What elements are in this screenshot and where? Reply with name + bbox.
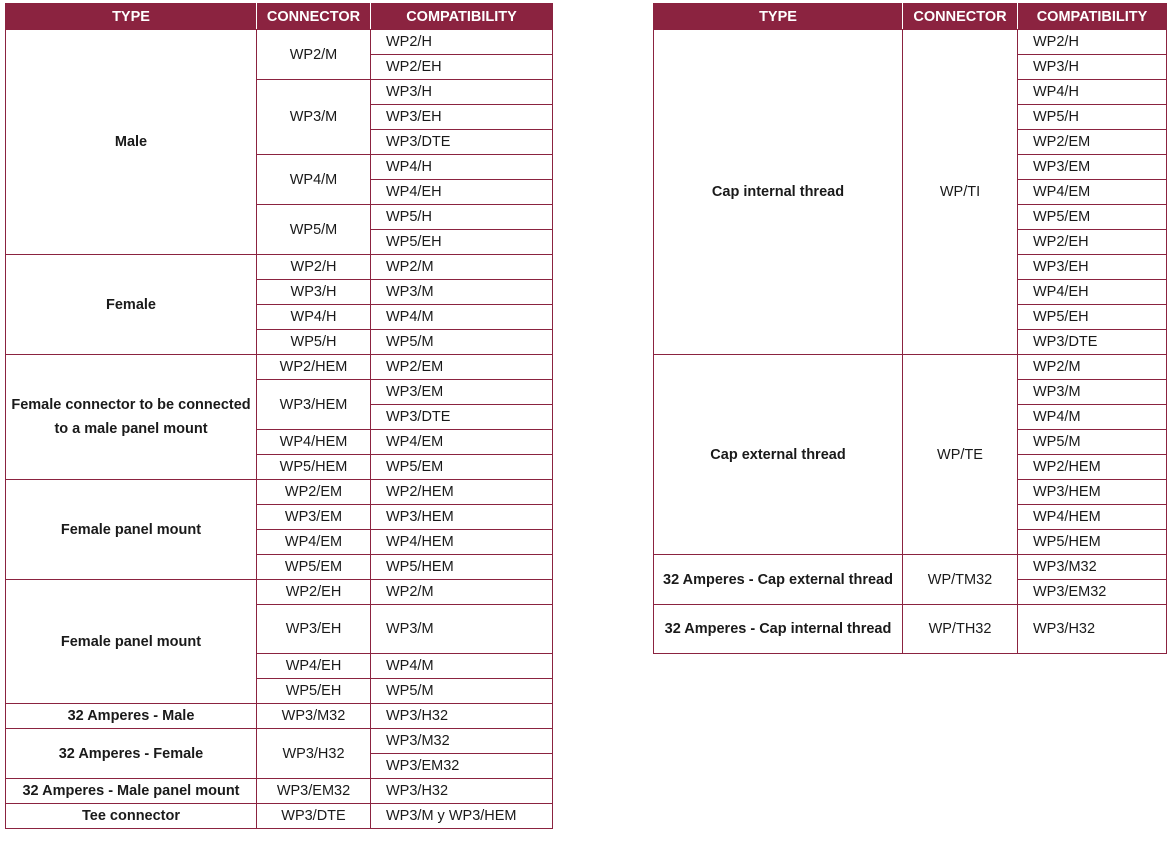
table-row (654, 355, 1167, 380)
compatibility-cell: WP3/H (371, 80, 553, 105)
connector-cell: WP/TH32 (903, 605, 1018, 654)
right-compatibility-table (653, 3, 1167, 654)
type-header: TYPE (654, 4, 903, 30)
compatibility-cell: WP3/EM (1018, 155, 1167, 180)
compatibility-cell: WP5/EH (371, 230, 553, 255)
compatibility-cell: WP2/HEM (371, 480, 553, 505)
connector-cell: WP5/EM (257, 555, 371, 580)
compatibility-cell: WP5/H (371, 205, 553, 230)
compatibility-cell: WP5/M (371, 679, 553, 704)
header-row (6, 4, 553, 30)
compatibility-cell: WP3/M32 (1018, 555, 1167, 580)
connector-cell: WP2/H (257, 255, 371, 280)
compatibility-cell: WP3/EM32 (1018, 580, 1167, 605)
compatibility-cell: WP3/M32 (371, 729, 553, 754)
connector-cell: WP/TM32 (903, 555, 1018, 605)
table-row (654, 555, 1167, 580)
compatibility-cell: WP4/HEM (371, 530, 553, 555)
type-cell: 32 Amperes - Male (6, 704, 257, 729)
compatibility-cell: WP4/H (1018, 80, 1167, 105)
connector-cell: WP4/HEM (257, 430, 371, 455)
table-row (6, 704, 553, 729)
type-cell: 32 Amperes - Female (6, 729, 257, 779)
compatibility-cell: WP3/EM (371, 380, 553, 405)
connector-header: CONNECTOR (903, 4, 1018, 30)
compatibility-cell: WP3/H (1018, 55, 1167, 80)
table-row (6, 580, 553, 605)
connector-cell: WP4/EM (257, 530, 371, 555)
connector-cell: WP4/EH (257, 654, 371, 679)
compatibility-cell: WP2/EM (1018, 130, 1167, 155)
connector-cell: WP3/EM (257, 505, 371, 530)
type-cell: 32 Amperes - Cap internal thread (654, 605, 903, 654)
compatibility-cell: WP2/H (371, 30, 553, 55)
compatibility-cell: WP5/EH (1018, 305, 1167, 330)
compatibility-cell: WP3/DTE (371, 130, 553, 155)
table-row (6, 804, 553, 829)
compatibility-cell: WP4/EH (371, 180, 553, 205)
table-row (6, 729, 553, 754)
connector-header: CONNECTOR (257, 4, 371, 30)
connector-cell: WP3/H (257, 280, 371, 305)
connector-cell: WP2/HEM (257, 355, 371, 380)
compatibility-cell: WP2/EM (371, 355, 553, 380)
compatibility-cell: WP4/M (371, 654, 553, 679)
compatibility-cell: WP4/EH (1018, 280, 1167, 305)
type-cell: 32 Amperes - Cap external thread (654, 555, 903, 605)
compatibility-cell: WP4/EM (1018, 180, 1167, 205)
left-compatibility-table (5, 3, 553, 829)
header-row (654, 4, 1167, 30)
table-row (6, 30, 553, 55)
compatibility-cell: WP4/EM (371, 430, 553, 455)
connector-cell: WP3/DTE (257, 804, 371, 829)
compatibility-cell: WP4/HEM (1018, 505, 1167, 530)
type-cell: Female panel mount (6, 480, 257, 580)
compatibility-cell: WP3/EH (371, 105, 553, 130)
compatibility-cell: WP3/H32 (371, 779, 553, 804)
connector-cell: WP5/EH (257, 679, 371, 704)
compatibility-cell: WP3/HEM (371, 505, 553, 530)
compatibility-cell: WP5/H (1018, 105, 1167, 130)
left-table-body (6, 30, 553, 829)
type-cell: 32 Amperes - Male panel mount (6, 779, 257, 804)
compatibility-cell: WP2/EH (371, 55, 553, 80)
compatibility-cell: WP3/EH (1018, 255, 1167, 280)
table-row (6, 779, 553, 804)
compatibility-cell: WP3/H32 (371, 704, 553, 729)
compatibility-cell: WP3/DTE (371, 405, 553, 430)
compatibility-cell: WP5/M (371, 330, 553, 355)
table-row (6, 355, 553, 380)
compatibility-cell: WP4/M (371, 305, 553, 330)
table-row (6, 255, 553, 280)
type-cell: Female (6, 255, 257, 355)
compatibility-header: COMPATIBILITY (1018, 4, 1167, 30)
connector-cell: WP/TI (903, 30, 1018, 355)
compatibility-cell: WP3/M y WP3/HEM (371, 804, 553, 829)
compatibility-cell: WP2/M (371, 580, 553, 605)
compatibility-cell: WP2/HEM (1018, 455, 1167, 480)
connector-cell: WP5/H (257, 330, 371, 355)
connector-cell: WP3/H32 (257, 729, 371, 779)
connector-cell: WP/TE (903, 355, 1018, 555)
compatibility-cell: WP5/EM (371, 455, 553, 480)
compatibility-cell: WP2/M (1018, 355, 1167, 380)
compatibility-cell: WP3/M (371, 280, 553, 305)
type-header: TYPE (6, 4, 257, 30)
compatibility-cell: WP3/M (371, 605, 553, 654)
connector-cell: WP2/EH (257, 580, 371, 605)
table-row (654, 605, 1167, 654)
compatibility-cell: WP5/HEM (1018, 530, 1167, 555)
connector-cell: WP3/EH (257, 605, 371, 654)
compatibility-cell: WP2/M (371, 255, 553, 280)
compatibility-cell: WP2/H (1018, 30, 1167, 55)
connector-cell: WP2/EM (257, 480, 371, 505)
compatibility-header: COMPATIBILITY (371, 4, 553, 30)
table-row (6, 480, 553, 505)
table-row (654, 30, 1167, 55)
connector-cell: WP4/M (257, 155, 371, 205)
compatibility-cell: WP3/HEM (1018, 480, 1167, 505)
connector-cell: WP5/M (257, 205, 371, 255)
type-cell: Cap internal thread (654, 30, 903, 355)
connector-cell: WP5/HEM (257, 455, 371, 480)
type-cell: Tee connector (6, 804, 257, 829)
type-cell: Male (6, 30, 257, 255)
compatibility-cell: WP5/EM (1018, 205, 1167, 230)
compatibility-cell: WP3/M (1018, 380, 1167, 405)
compatibility-cell: WP5/M (1018, 430, 1167, 455)
connector-cell: WP4/H (257, 305, 371, 330)
compatibility-cell: WP2/EH (1018, 230, 1167, 255)
compatibility-cell: WP3/DTE (1018, 330, 1167, 355)
compatibility-cell: WP3/EM32 (371, 754, 553, 779)
compatibility-cell: WP3/H32 (1018, 605, 1167, 654)
compatibility-cell: WP5/HEM (371, 555, 553, 580)
connector-cell: WP3/EM32 (257, 779, 371, 804)
connector-cell: WP3/M (257, 80, 371, 155)
connector-cell: WP3/M32 (257, 704, 371, 729)
type-cell: Cap external thread (654, 355, 903, 555)
compatibility-cell: WP4/H (371, 155, 553, 180)
connector-cell: WP2/M (257, 30, 371, 80)
type-cell: Female panel mount (6, 580, 257, 704)
type-cell: Female connector to be connected to a male panel mount (6, 355, 257, 480)
compatibility-cell: WP4/M (1018, 405, 1167, 430)
connector-cell: WP3/HEM (257, 380, 371, 430)
right-table-body (654, 30, 1167, 654)
